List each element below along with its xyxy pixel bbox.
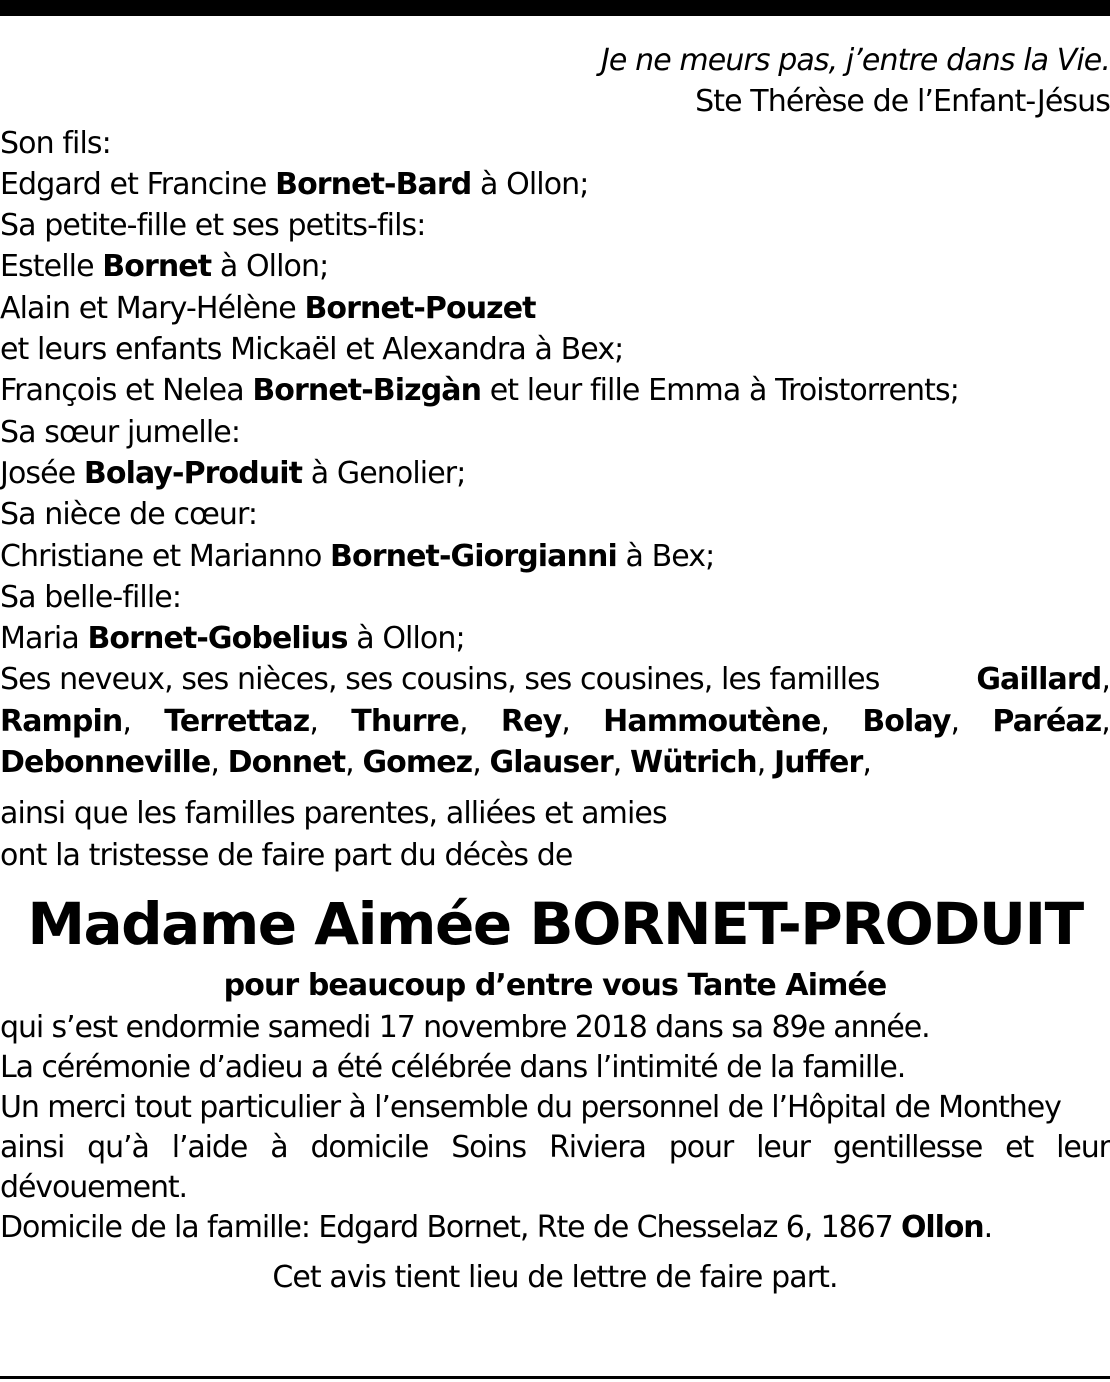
son-name: Bornet-Bard: [275, 166, 472, 202]
grandchild-1-name: Bornet: [102, 249, 212, 285]
details-word: et: [1005, 1129, 1034, 1165]
daughter-in-law-entry: [0, 618, 1110, 659]
address-text: Domicile de la famille: Edgard Bornet, Rte de Chesselaz 6, 1867: [0, 1209, 902, 1245]
niece-heading: Sa nièce de cœur:: [0, 497, 258, 533]
details-word: à: [270, 1129, 288, 1165]
family-address: [0, 1208, 1110, 1248]
extended-family-name: Paréaz,: [992, 703, 1110, 739]
extended-family-row-3: [0, 742, 1110, 783]
extended-family-name: Terrettaz,: [164, 703, 318, 739]
niece-pre: Christiane et Marianno: [0, 538, 331, 574]
quote-text: Je ne meurs pas, j’entre dans la Vie.: [600, 43, 1110, 78]
extended-family-name: Rey,: [500, 703, 570, 739]
daughter-in-law-heading: Sa belle-fille:: [0, 579, 182, 615]
grandchild-entry-1: [0, 246, 1110, 287]
obituary-notice: [0, 40, 1110, 1300]
details-word: l’aide: [171, 1129, 248, 1165]
extended-family-intro: Ses neveux, ses nièces, ses cousins, ses cousines, les familles: [0, 662, 880, 698]
closing-note: Cet avis tient lieu de lettre de faire part.: [272, 1259, 838, 1295]
extended-family-name: Debonneville,: [0, 745, 228, 781]
son-heading: Son fils:: [0, 125, 111, 161]
son-post: à Ollon;: [471, 166, 589, 202]
grandchild-3-name: Bornet-Bizgàn: [252, 373, 482, 409]
grandchild-entry-3: [0, 370, 1110, 411]
details-line-5: dévouement.: [0, 1169, 187, 1205]
details-word: domicile: [310, 1129, 429, 1165]
daughter-in-law-post: à Ollon;: [347, 621, 465, 657]
details-word: qu’à: [87, 1129, 149, 1165]
niece-post: à Bex;: [616, 538, 715, 574]
daughter-in-law-pre: Maria: [0, 621, 88, 657]
details-word: gentillesse: [832, 1129, 983, 1165]
extended-family-name: Glauser,: [489, 745, 631, 781]
details-word: Riviera: [549, 1129, 646, 1165]
extended-family-name: Juffer,: [774, 745, 872, 781]
extended-family-name: Gomez,: [362, 745, 490, 781]
extended-family-name: Gaillard,: [976, 662, 1110, 698]
closing-line-1: ainsi que les familles parentes, alliées et amies: [0, 796, 667, 832]
details-block: [0, 1008, 1110, 1248]
niece-entry: [0, 536, 1110, 577]
grandchild-1-pre: Estelle: [0, 249, 103, 285]
grandchildren-heading: Sa petite-fille et ses petits-fils:: [0, 208, 426, 244]
grandchild-3-pre: François et Nelea: [0, 373, 253, 409]
daughter-in-law-name: Bornet-Gobelius: [87, 621, 348, 657]
family-list: [0, 123, 1110, 876]
deceased-name: Madame Aimée BORNET-PRODUIT: [27, 889, 1083, 958]
top-rule: [0, 0, 1110, 16]
details-line-2: La cérémonie d’adieu a été célébrée dans l’intimité de la famille.: [0, 1049, 906, 1085]
extended-family-name: Wütrich,: [630, 745, 775, 781]
extended-family-name: Rampin,: [0, 703, 131, 739]
grandchild-1-post: à Ollon;: [211, 249, 329, 285]
son-entry: [0, 164, 1110, 205]
extended-family-row-1: [0, 659, 1110, 700]
extended-family-name: Thurre,: [351, 703, 468, 739]
details-line-4: [0, 1128, 1110, 1168]
address-post: .: [983, 1209, 992, 1245]
niece-name: Bornet-Giorgianni: [330, 538, 617, 574]
twin-pre: Josée: [0, 455, 84, 491]
extended-family-name: Hammoutène,: [603, 703, 830, 739]
twin-name: Bolay-Produit: [83, 455, 303, 491]
twin-heading: Sa sœur jumelle:: [0, 414, 241, 450]
extended-family-name: Donnet,: [227, 745, 363, 781]
bottom-rule: [0, 1376, 1110, 1379]
closing-line-2: ont la tristesse de faire part du décès de: [0, 837, 573, 873]
son-pre: Edgard et Francine: [0, 166, 276, 202]
details-line-1: qui s’est endormie samedi 17 novembre 2018 dans sa 89e année.: [0, 1009, 930, 1045]
grandchild-2-name: Bornet-Pouzet: [304, 290, 536, 326]
details-word: leur: [756, 1129, 810, 1165]
address-town: Ollon: [901, 1209, 984, 1245]
grandchild-3-post: et leur fille Emma à Troistorrents;: [481, 373, 959, 409]
extended-family-name: Bolay,: [862, 703, 960, 739]
grandchild-entry-2: [0, 288, 1110, 329]
twin-entry: [0, 453, 1110, 494]
extended-family-row-2: [0, 701, 1110, 742]
details-word: ainsi: [0, 1129, 65, 1165]
grandchild-2-pre: Alain et Mary-Hélène: [0, 290, 305, 326]
grandchild-2-children: et leurs enfants Mickaël et Alexandra à Bex;: [0, 332, 624, 368]
details-line-3: Un merci tout particulier à l’ensemble du personnel de l’Hôpital de Monthey: [0, 1089, 1061, 1125]
twin-post: à Genolier;: [302, 455, 466, 491]
quote-author: Ste Thérèse de l’Enfant-Jésus: [695, 84, 1110, 120]
details-word: leur: [1056, 1129, 1110, 1165]
details-word: pour: [668, 1129, 734, 1165]
details-word: Soins: [451, 1129, 527, 1165]
deceased-nickname: pour beaucoup d’entre vous Tante Aimée: [223, 967, 887, 1003]
